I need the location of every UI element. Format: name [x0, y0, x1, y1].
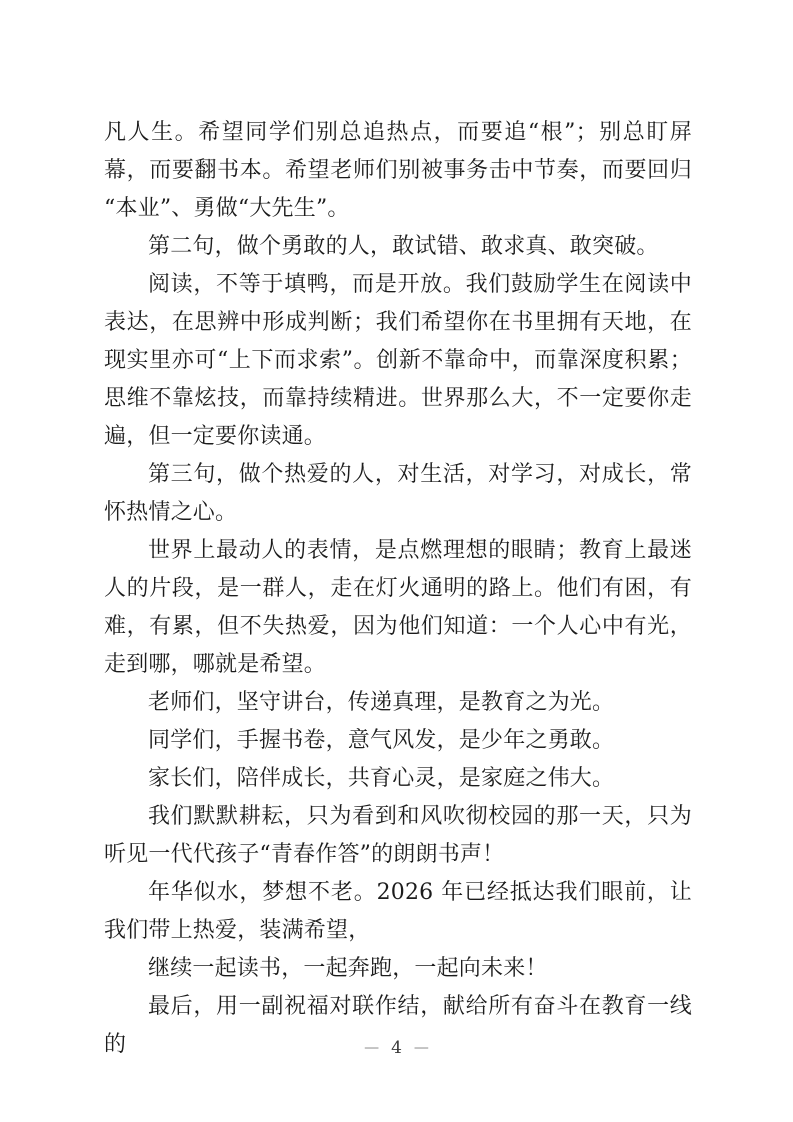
- page-number: 4: [391, 1038, 402, 1058]
- paragraph: 阅读，不等于填鸭，而是开放。我们鼓励学生在阅读中表达，在思辨中形成判断；我们希望你在书里拥有天地，在现实里亦可“上下而求索”。创新不靠命中，而靠深度积累；思维不靠炫技，而靠持续精进。世界那么大，不一定要你走遍，但一定要你读通。: [104, 272, 692, 449]
- paragraph: 最后，用一副祝福对联作结，献给所有奋斗在教育一线的: [104, 994, 692, 1057]
- paragraph: 年华似水，梦想不老。2026 年已经抵达我们眼前，让我们带上热爱，装满希望，: [104, 880, 692, 943]
- paragraph: 同学们，手握书卷，意气风发，是少年之勇敢。: [148, 728, 615, 753]
- paragraph: 老师们，坚守讲台，传递真理，是教育之为光。: [148, 690, 615, 715]
- paragraph: 继续一起读书，一起奔跑，一起向未来！: [148, 956, 548, 981]
- paragraph: 凡人生。希望同学们别总追热点，而要追“根”；别总盯屏幕，而要翻书本。希望老师们别被事务击中节奏，而要回归“本业”、勇做“大先生”。: [104, 120, 692, 221]
- footer-left-dash: —: [364, 1038, 380, 1056]
- paragraph: 我们默默耕耘，只为看到和风吹彻校园的那一天，只为听见一代代孩子“青春作答”的朗朗书声！: [104, 804, 692, 867]
- paragraph: 第三句，做个热爱的人，对生活，对学习，对成长，常怀热情之心。: [104, 462, 692, 525]
- paragraph: 第二句，做个勇敢的人，敢试错、敢求真、敢突破。: [148, 234, 659, 259]
- paragraph: 家长们，陪伴成长，共育心灵，是家庭之伟大。: [148, 766, 615, 791]
- document-body: [104, 114, 692, 1064]
- page-footer: [0, 1036, 793, 1059]
- paragraph: 世界上最动人的表情，是点燃理想的眼睛；教育上最迷人的片段，是一群人，走在灯火通明的路上。他们有困，有难，有累，但不失热爱，因为他们知道：一个人心中有光，走到哪，哪就是希望。: [104, 538, 692, 677]
- footer-right-dash: —: [413, 1038, 429, 1056]
